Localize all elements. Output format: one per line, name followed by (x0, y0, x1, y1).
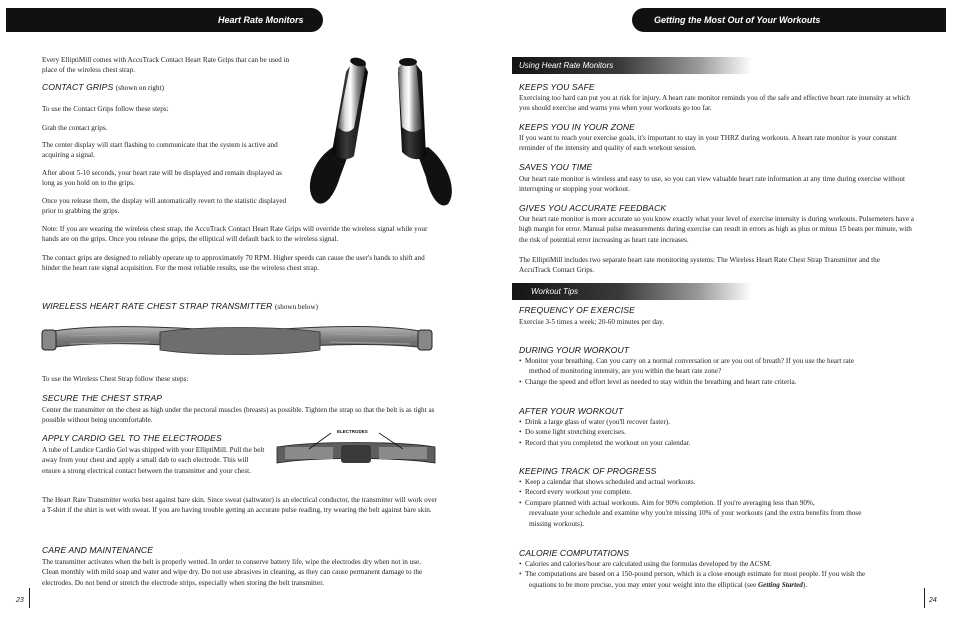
list-item (519, 417, 915, 427)
list-item (519, 377, 915, 387)
section-bar-heart-rate-label: Using Heart Rate Monitors (519, 61, 614, 70)
secure-text: Center the transmitter on the chest as high under the pectoral muscles (breasts) as possible. Tighten the strap so that the belt is as tight as possible without being uncomfortable. (42, 406, 435, 425)
after-bullet-3: Record that you completed the workout on your calendar. (525, 438, 691, 447)
after-list (519, 417, 915, 448)
strap-heading (42, 301, 318, 311)
electrodes-label: ELECTRODES (337, 429, 368, 434)
chest-strap-illustration (40, 318, 435, 362)
time-heading: SAVES YOU TIME (519, 162, 593, 172)
header-left-bar (6, 8, 323, 32)
systems-text: The ElliptiMill includes two separate heart rate monitoring systems: The Wireless Heart Rate Chest Strap Transmitter and the AccuTrack Contact Grips. (519, 256, 880, 275)
calorie-bullet-2-cont-pre: equations to be more precise, you may enter your weight into the elliptical (see (529, 580, 758, 589)
contact-grips-heading (42, 82, 164, 92)
grips-steps-intro: To use the Contact Grips follow these steps: (42, 105, 169, 113)
calorie-bullet-2-cont (525, 580, 915, 590)
list-item (519, 498, 915, 529)
header-left-title: Heart Rate Monitors (218, 15, 304, 25)
grips-step-1: Grab the contact grips. (42, 124, 108, 132)
progress-bullet-3: Compare planned with actual workouts. Aim for 90% completion. If you're averaging less than 90%, (525, 498, 815, 507)
right-grip (398, 58, 452, 205)
care-heading: CARE AND MAINTENANCE (42, 545, 154, 555)
calorie-bullet-1: Calories and calories/hour are calculated using the formulas developed by the ACSM. (525, 560, 772, 568)
intro-text: Every ElliptiMill comes with AccuTrack Contact Heart Rate Grips that can be used in place of the wireless chest strap. (42, 56, 290, 75)
header-right-title: Getting the Most Out of Your Workouts (654, 15, 821, 25)
feedback-text: Our heart rate monitor is more accurate so you know exactly what your level of exercise intensity is during workouts. Pulsemeters have a high margin for error. Manual pulse measurements during exercise can result in errors as high as plus or minus 15 beats per minute, with the risk of potential error increasing as heart rate increases. (519, 215, 914, 244)
contact-grips-illustration (298, 52, 468, 222)
list-item (519, 487, 915, 497)
strap-steps-intro: To use the Wireless Chest Strap follow these steps: (42, 375, 189, 383)
progress-heading: KEEPING TRACK OF PROGRESS (519, 466, 657, 476)
progress-bullet-3-cont-1: reevaluate your schedule and examine why you're missing 10% of your workouts (and the extra benefits from those (529, 509, 862, 518)
list-item (519, 427, 915, 437)
left-grip (310, 56, 368, 203)
progress-bullet-2: Record every workout you complete. (525, 488, 632, 497)
during-bullet-2: Change the speed and effort level as needed to stay within the breathing and heart rate criteria. (525, 377, 797, 386)
section-bar-workout-tips (512, 283, 752, 300)
gel-text: A tube of Landice Cardio Gel was shipped with your ElliptiMill. Pull the belt away from your chest and apply a small dab to each electrode. This will ensure a strong electrical contact between the transmitter and your chest. (42, 446, 265, 475)
progress-bullet-1: Keep a calendar that shows scheduled and actual workouts. (525, 478, 696, 486)
calorie-heading: CALORIE COMPUTATIONS (519, 548, 630, 558)
zone-heading: KEEPS YOU IN YOUR ZONE (519, 122, 636, 132)
calorie-bullet-2: The computations are based on a 150-pound person, which is a close enough estimate for most people. If you wish the (525, 570, 866, 579)
zone-text: If you want to reach your exercise goals, it's important to stay in your THRZ during workouts. A heart rate monitor is your constant reminder of the intensity and quality of each workout session. (519, 134, 897, 153)
grips-rpm-text: The contact grips are designed to reliably operate up to approximately 70 RPM. Higher speeds can cause the user's hands to shift and hinder the heart rate signal acquisition. For the most reliable results, use the wireless chest strap. (42, 254, 425, 273)
during-list (519, 356, 915, 387)
after-heading: AFTER YOUR WORKOUT (519, 406, 624, 416)
list-item (519, 559, 915, 569)
contact-grips-heading-text: CONTACT GRIPS (42, 82, 114, 92)
calorie-list (519, 559, 915, 590)
secure-heading: SECURE THE CHEST STRAP (42, 393, 163, 403)
progress-bullet-3-cont-2: missing workouts). (529, 519, 585, 528)
feedback-heading: GIVES YOU ACCURATE FEEDBACK (519, 203, 667, 213)
after-bullet-1: Drink a large glass of water (you'll recover faster). (525, 418, 671, 426)
time-text: Our heart rate monitor is wireless and easy to use, so you can view valuable heart rate information at any time during exercise without interrupting or stopping your workout. (519, 175, 906, 194)
grips-step-2: The center display will start flashing to communicate that the system is active and acquiring a signal. (42, 141, 278, 160)
during-bullet-1: Monitor your breathing. Can you carry on a normal conversation or are you out of breath? If you use the heart rate (525, 357, 854, 365)
page-rule-right (924, 588, 925, 608)
page-rule-left (29, 588, 30, 608)
contact-grips-note: (shown on right) (115, 84, 165, 92)
header-right-bar (632, 8, 946, 32)
section-bar-heart-rate (512, 57, 752, 74)
calorie-bullet-2-cont-post: ). (802, 580, 808, 589)
frequency-heading: FREQUENCY OF EXERCISE (519, 305, 635, 315)
grips-step-4: Once you release them, the display will automatically revert to the statistic displayed prior to grabbing the grips. (42, 197, 287, 216)
grips-step-3: After about 5-10 seconds, your heart rate will be displayed and remain displayed as long as you hold on to the grips. (42, 169, 282, 188)
care-text: The transmitter activates when the belt is properly wetted. In order to conserve battery life, wipe the electrodes dry when not in use. Clean monthly with mild soap and water and wipe dry. Do not use abrasives in cleaning, as they can cause permanent damage to the electrodes. Do not bend or stretch the electrode strips, especially when storing the belt transmitter. (42, 558, 423, 587)
during-heading: DURING YOUR WORKOUT (519, 345, 630, 355)
gel-heading: APPLY CARDIO GEL TO THE ELECTRODES (42, 433, 222, 443)
page-number-left: 23 (16, 597, 24, 604)
after-bullet-2: Do some light stretching exercises. (525, 428, 626, 437)
section-bar-workout-tips-label: Workout Tips (531, 287, 579, 296)
list-item (519, 569, 915, 590)
skin-text: The Heart Rate Transmitter works best against bare skin. Since sweat (saltwater) is an electrical conductor, the transmitter will work over a T-shirt if the shirt is wet with sweat. If you are having trouble getting an accurate pulse reading, try wearing the belt against bare skin. (42, 496, 437, 515)
safe-text: Exercising too hard can put you at risk for injury. A heart rate monitor reminds you of the safe and effective heart rate intensity at which you should exercise and warns you when your workouts go too far. (519, 94, 910, 113)
list-item (519, 438, 915, 448)
page-number-right: 24 (929, 597, 937, 604)
frequency-text: Exercise 3-5 times a week; 20-60 minutes per day. (519, 318, 665, 326)
during-bullet-1-cont: method of monitoring intensity, are you within the heart rate zone? (529, 367, 722, 376)
grips-note: Note: If you are wearing the wireless chest strap, the AccuTrack Contact Heart Rate Grips will override the wireless signal while your hands are on the grips. Once you release the grips, the elliptical will default back to the wireless signal. (42, 225, 428, 244)
progress-list (519, 477, 915, 529)
list-item (519, 356, 915, 377)
strap-heading-note: (shown below) (274, 303, 319, 311)
list-item (519, 477, 915, 487)
strap-heading-text: WIRELESS HEART RATE CHEST STRAP TRANSMITTER (42, 301, 273, 311)
safe-heading: KEEPS YOU SAFE (519, 82, 595, 92)
getting-started-reference: Getting Started (757, 580, 803, 589)
